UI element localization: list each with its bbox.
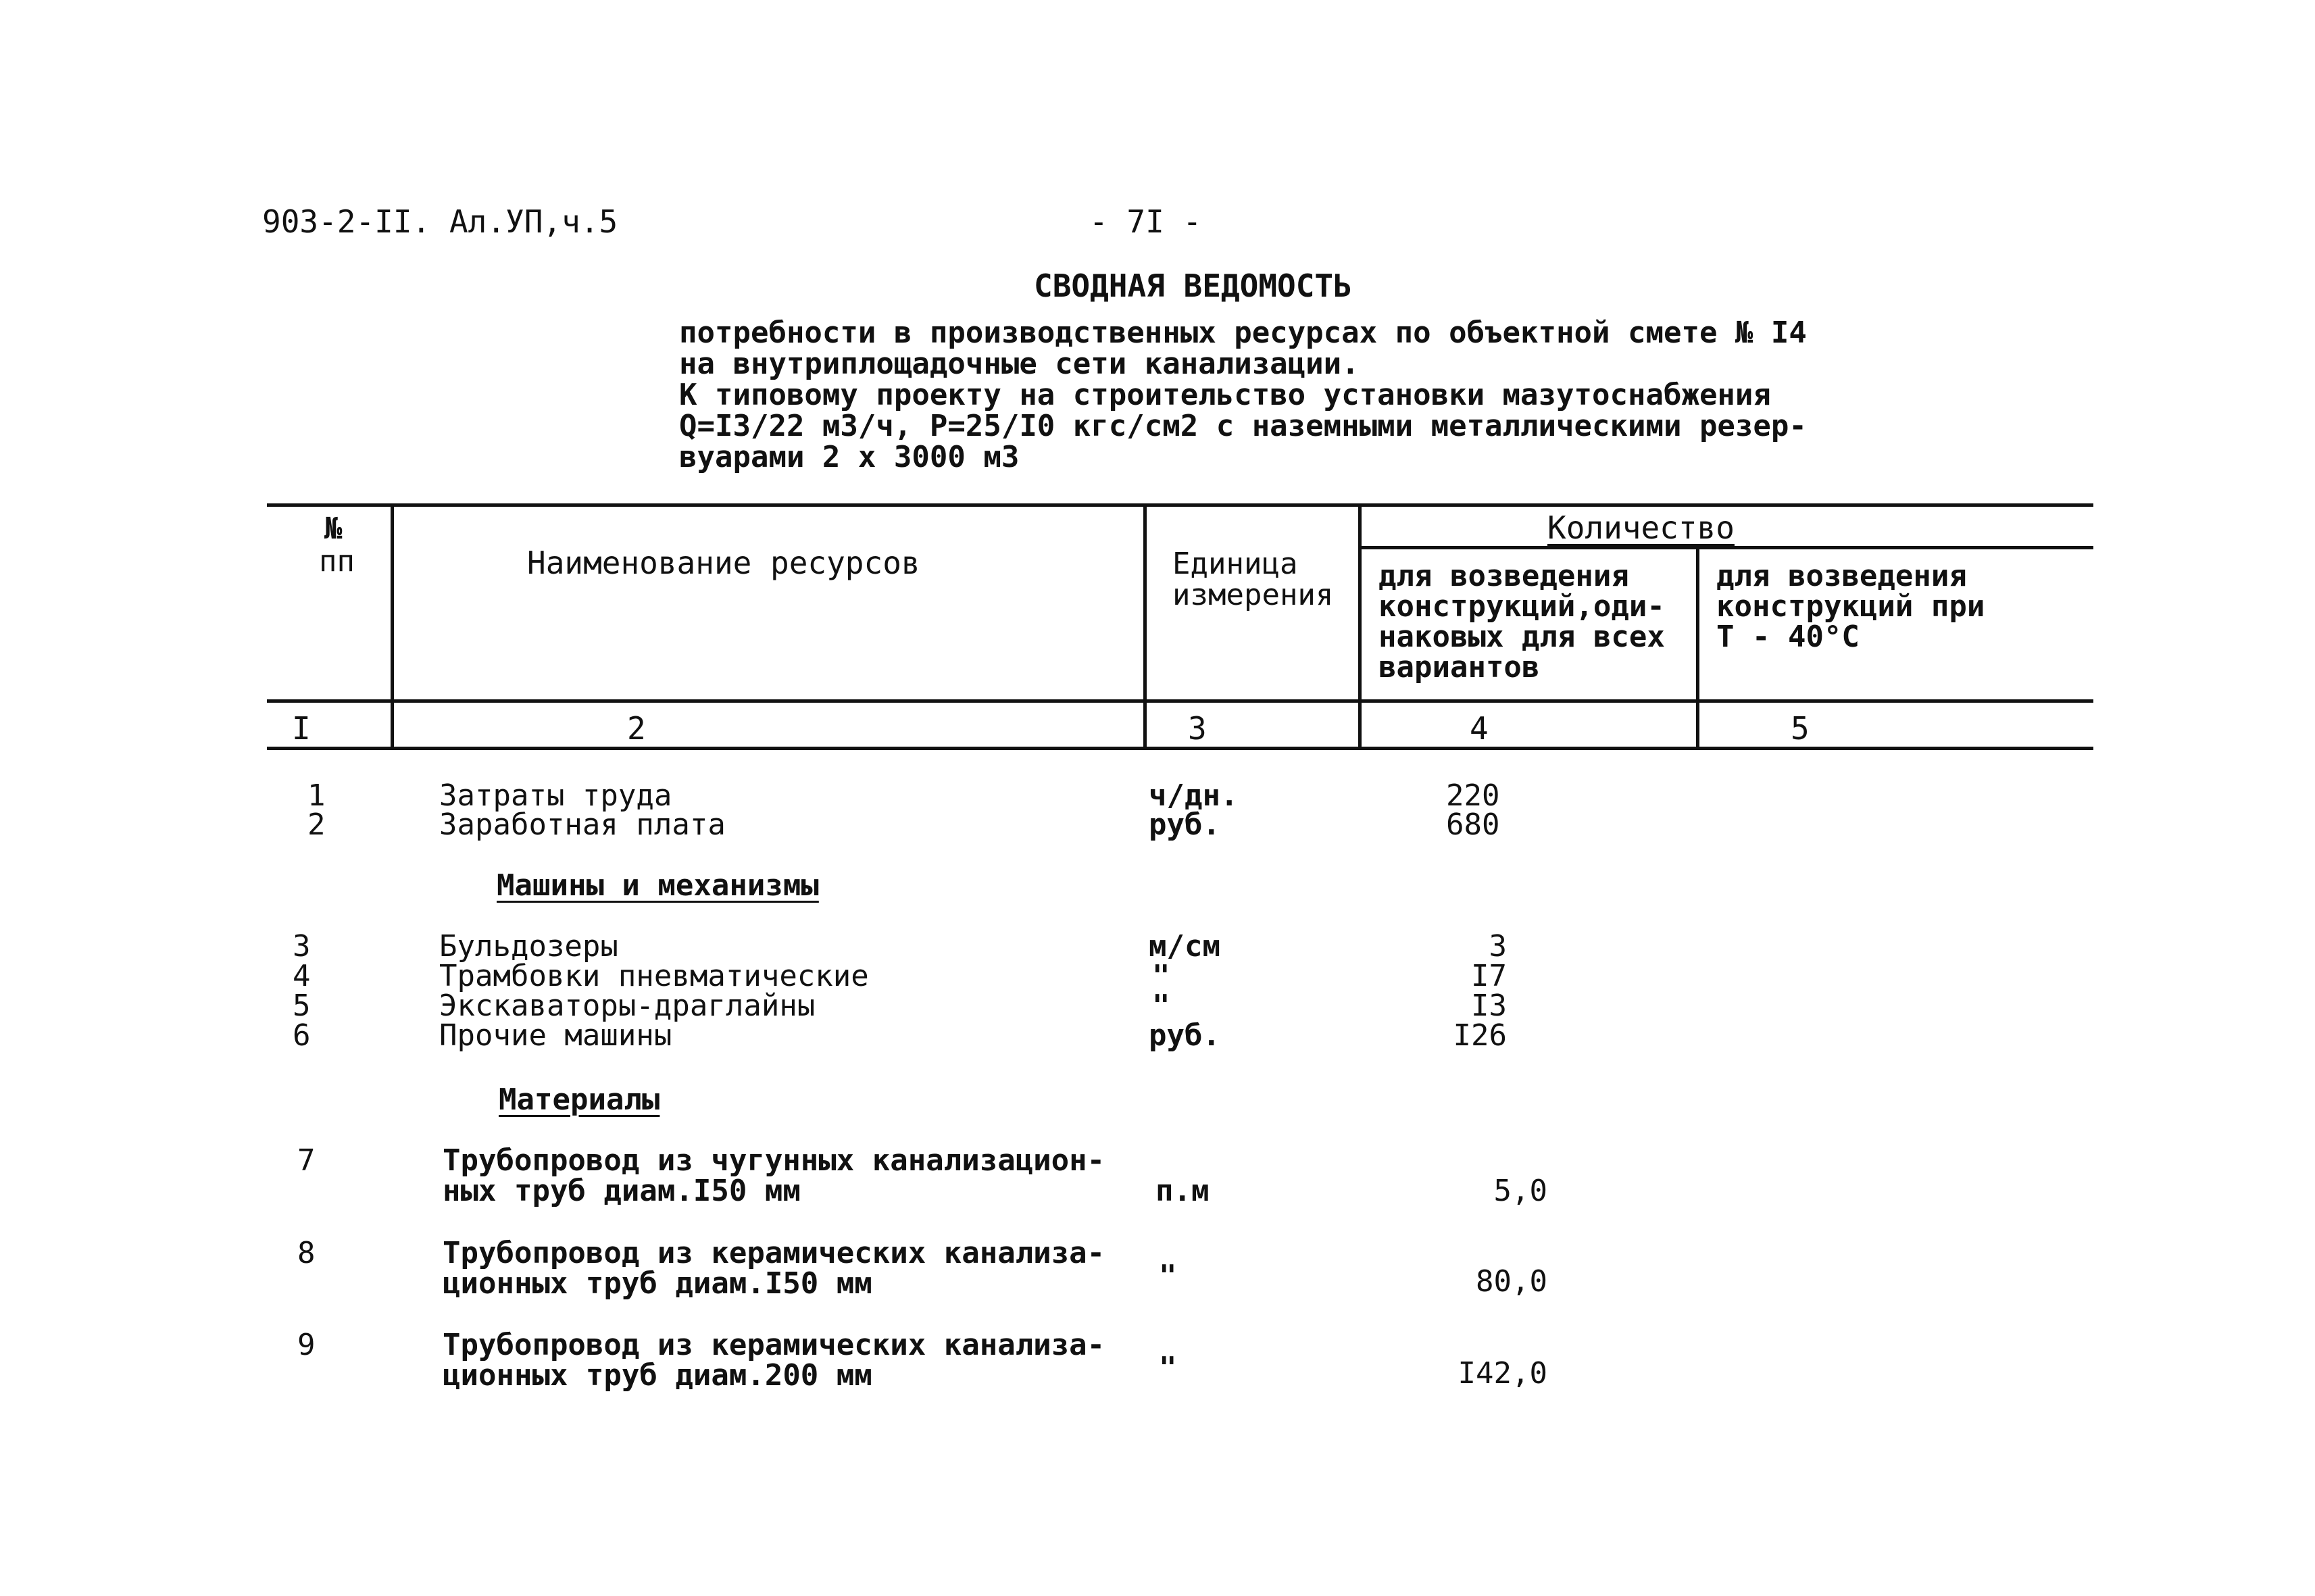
column-number: 4 (1470, 710, 1489, 747)
table-top-border (267, 503, 2093, 507)
quantity-value: 220 (1446, 778, 1500, 813)
unit: " (1159, 1259, 1177, 1293)
quantity-value: I7 (1471, 959, 1507, 993)
column-number: I (292, 710, 311, 747)
document-title: СВОДНАЯ ВЕДОМОСТЬ (1034, 268, 1352, 304)
row-number: 3 (293, 929, 311, 964)
header-quantity: Количество (1547, 509, 1735, 546)
row-number: 8 (297, 1236, 316, 1270)
row-number: 2 (307, 807, 326, 842)
quantity-value: I3 (1471, 989, 1507, 1023)
resource-name: Трубопровод из керамических канализа- (443, 1236, 1105, 1270)
row-number: 4 (293, 959, 311, 993)
unit: руб. (1149, 807, 1220, 842)
document-code: 903-2-II. Ал.УП,ч.5 (262, 203, 618, 240)
col-divider (1358, 503, 1362, 750)
quantity-value: 680 (1446, 807, 1500, 842)
page-number: - 7I - (1089, 203, 1202, 240)
row-number: 7 (297, 1143, 316, 1178)
resource-name: Затраты труда (439, 778, 672, 813)
header-quantity-col4: конструкций,оди- (1378, 589, 1665, 624)
header-quantity-col4: наковых для всех (1378, 620, 1665, 654)
col-divider (391, 503, 394, 750)
header-name: Наименование ресурсов (527, 545, 920, 581)
column-number: 3 (1188, 710, 1207, 747)
header-bottom-border (267, 699, 2093, 703)
resource-name: Заработная плата (439, 807, 726, 842)
header-num: № (324, 512, 343, 546)
header-unit: измерения (1172, 578, 1334, 612)
unit: " (1152, 959, 1170, 993)
section-heading-machines: Машины и механизмы (497, 868, 819, 903)
header-quantity-col5: Т - 40°С (1716, 620, 1860, 654)
column-number: 2 (627, 710, 646, 747)
row-number: 9 (297, 1328, 316, 1362)
row-number: 6 (293, 1018, 311, 1053)
resource-name: ных труб диам.I50 мм (443, 1174, 801, 1208)
header-unit: Единица (1172, 547, 1298, 581)
resource-name: Бульдозеры (439, 929, 618, 964)
header-quantity-col5: для возведения (1716, 559, 1967, 593)
col-numbers-border (267, 747, 2093, 750)
resource-name: Экскаваторы-драглайны (439, 989, 816, 1023)
row-number: 1 (307, 778, 326, 813)
unit: м/см (1149, 929, 1220, 964)
section-heading-materials: Материалы (499, 1082, 660, 1117)
quantity-value: 5,0 (1493, 1174, 1547, 1208)
unit: п.м (1155, 1174, 1210, 1208)
quantity-value: I42,0 (1458, 1356, 1547, 1391)
unit: ч/дн. (1149, 778, 1239, 813)
header-quantity-col5: конструкций при (1716, 589, 1985, 624)
resource-name: Трубопровод из чугунных канализацион- (443, 1143, 1105, 1178)
subtitle-line: вуарами 2 х 3000 м3 (679, 440, 1020, 474)
column-number: 5 (1791, 710, 1810, 747)
resource-name: Трамбовки пневматические (439, 959, 869, 993)
row-number: 5 (293, 989, 311, 1023)
resource-name: Трубопровод из керамических канализа- (443, 1328, 1105, 1362)
unit: " (1152, 989, 1170, 1023)
header-quantity-col4: для возведения (1378, 559, 1629, 593)
resource-name: Прочие машины (439, 1018, 672, 1053)
col-divider (1696, 546, 1699, 750)
unit: руб. (1149, 1018, 1220, 1053)
unit: " (1159, 1351, 1177, 1385)
resource-name: ционных труб диам.200 мм (443, 1358, 872, 1393)
quantity-value: I26 (1453, 1018, 1507, 1053)
header-num: пп (319, 544, 355, 578)
subtitle-line: на внутриплощадочные сети канализации. (679, 347, 1360, 381)
quantity-value: 80,0 (1476, 1264, 1547, 1299)
quantity-divider (1358, 546, 2093, 549)
header-quantity-col4: вариантов (1378, 650, 1540, 684)
subtitle-line: Q=I3/22 м3/ч, P=25/I0 кгс/см2 с наземными металлическими резер- (679, 409, 1807, 443)
resource-name: ционных труб диам.I50 мм (443, 1266, 872, 1301)
subtitle-line: К типовому проекту на строительство установки мазутоснабжения (679, 378, 1771, 412)
quantity-value: 3 (1489, 929, 1507, 964)
subtitle-line: потребности в производственных ресурсах по объектной смете № I4 (679, 316, 1807, 350)
col-divider (1143, 503, 1147, 750)
